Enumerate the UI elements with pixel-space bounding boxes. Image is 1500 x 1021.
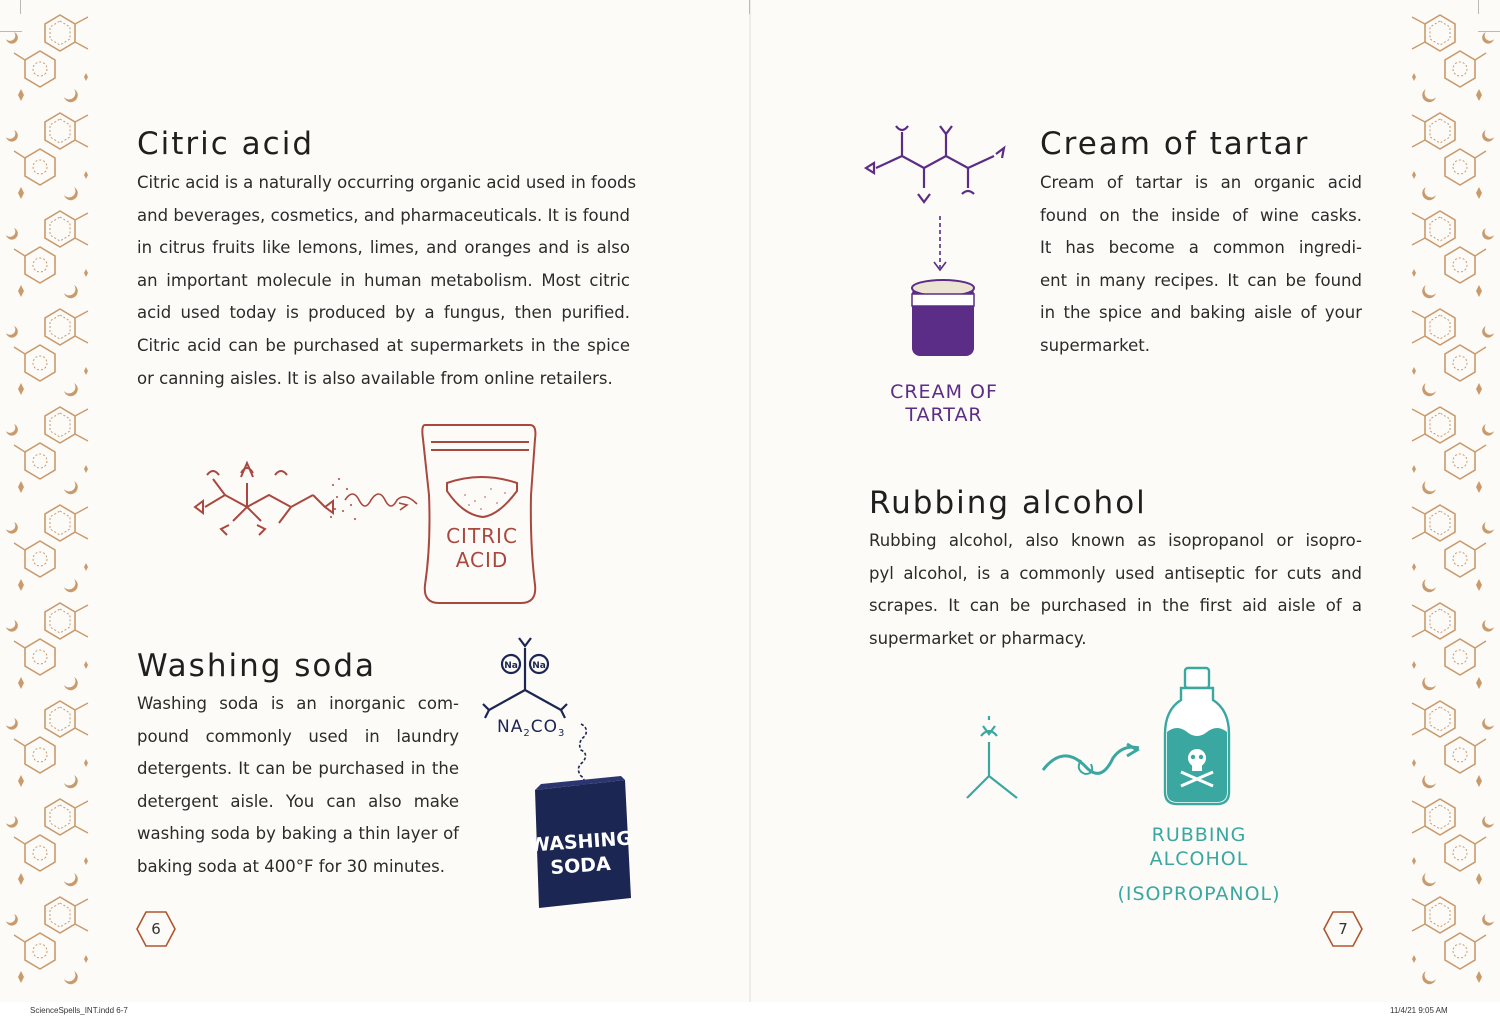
sodium-carbonate-molecule-icon [483,638,567,718]
bag-label-line-1: CITRIC [446,524,518,548]
tartaric-acid-molecule-icon [866,126,1004,202]
rubbing-alcohol-heading: Rubbing alcohol [869,485,1147,521]
box-label-line-1: WASHING [528,827,633,857]
text-line: in citrus fruits like lemons, limes, and oranges and is also [137,238,630,258]
pour-arrow-icon [578,724,586,786]
text-line: detergent aisle. You can also make [137,791,459,811]
page-number-text: 6 [151,920,161,938]
text-line: washing soda by baking a thin layer of [137,824,459,844]
text-line: detergents. It can be purchased in the [137,759,459,779]
text-line: or canning aisles. It is also available from online retailers. [137,368,613,388]
curved-arrow-icon [1043,747,1139,773]
gutter [749,0,751,1002]
washing-soda-body [137,688,459,884]
jar-label-line-2: TARTAR [905,404,983,426]
page-number-text: 7 [1338,920,1348,938]
isopropanol-molecule-icon [967,716,1017,798]
bag-label-line-2: ACID [455,548,509,572]
formula-subscript: 3 [558,728,566,739]
citric-acid-heading: Citric acid [137,126,314,162]
hexagon-border-right [1400,0,1500,1002]
bottle-label-line-1: RUBBING [1151,824,1247,846]
text-line: scrapes. It can be purchased in the first aid aisle of a [869,596,1362,616]
box-label-line-2: SODA [549,852,612,880]
text-line: Cream of tartar is an organic acid [1040,173,1362,192]
text-line: Citric acid is a naturally occurring organic acid used in foods [137,173,637,192]
text-line: ent in many recipes. It can be found [1040,270,1362,290]
washing-soda-illustration [475,628,640,913]
citric-acid-body [137,167,637,395]
text-line: acid used today is produced by a fungus, then purified. [137,303,630,323]
jar-icon [912,280,974,356]
page-number-right [1323,911,1363,947]
cream-of-tartar-body [1040,167,1362,363]
formula-label [497,717,565,739]
crop-mark [749,0,750,14]
sodium-atom-label: Na [504,661,518,671]
cream-of-tartar-heading: Cream of tartar [1040,126,1310,162]
cream-of-tartar-illustration [862,118,1022,428]
citric-acid-molecule-icon [195,463,333,535]
citric-acid-illustration [185,415,545,610]
text-line: Citric acid can be purchased at supermarkets in the spice [137,335,630,355]
text-line: supermarket or pharmacy. [869,628,1087,648]
hexagon-border-left [0,0,100,1002]
rubbing-alcohol-body [869,525,1362,655]
bag-icon [422,425,535,603]
page-number-left [136,911,176,947]
slug-filename: ScienceSpells_INT.indd 6-7 [30,1006,128,1015]
rubbing-alcohol-illustration [955,660,1295,910]
sodium-atom-label: Na [532,661,546,671]
bottle-label-line-3: (ISOPROPANOL) [1117,883,1281,905]
text-line: an important molecule in human metabolism. Most citric [137,270,630,290]
text-line: Rubbing alcohol, also known as isopropanol or isopro- [869,531,1362,550]
text-line: pyl alcohol, is a commonly used antiseptic for cuts and [869,563,1362,583]
text-line: supermarket. [1040,335,1150,355]
text-line: pound commonly used in laundry [137,726,459,746]
slug-timestamp: 11/4/21 9:05 AM [1390,1006,1448,1015]
formula-part: NA [497,717,524,737]
formula-part: CO [530,717,558,737]
text-line: baking soda at 400°F for 30 minutes. [137,856,445,876]
text-line: and beverages, cosmetics, and pharmaceuticals. It is found [137,205,630,225]
bottle-label-line-2: ALCOHOL [1149,848,1249,870]
text-line: Washing soda is an inorganic com- [137,694,459,713]
bottle-icon [1165,668,1229,804]
text-line: in the spice and baking aisle of your [1040,303,1362,323]
washing-soda-heading: Washing soda [137,648,377,684]
formula-subscript: 2 [523,728,531,739]
jar-label-line-1: CREAM OF [890,381,998,403]
text-line: It has become a common ingredi- [1040,238,1362,258]
text-line: found on the inside of wine casks. [1040,205,1362,225]
